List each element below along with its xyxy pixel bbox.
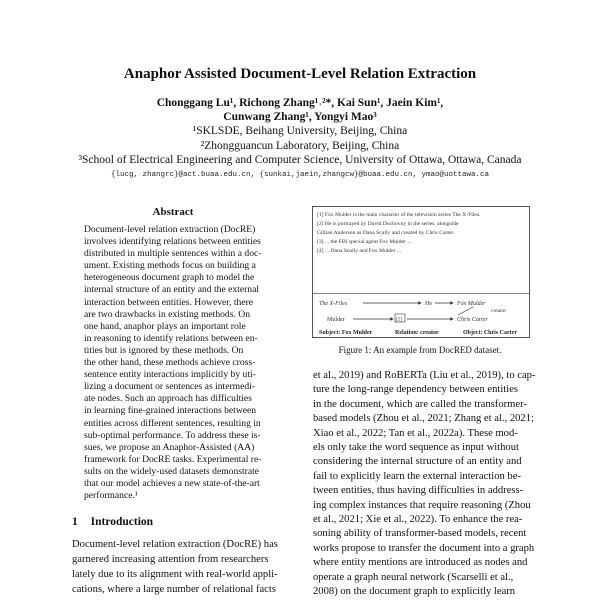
graph-node-middle: [2] <box>396 317 402 323</box>
legend-relation: Relation: creator <box>395 330 439 336</box>
abstract-line: involves identifying relations between entities <box>84 236 261 248</box>
body-line: works propose to transfer the document into a graph <box>313 542 535 554</box>
figure-caption: Figure 1: An example from DocRED dataset. <box>338 345 502 355</box>
right-column-text <box>313 369 536 600</box>
body-line: soning ability of transformer-based models, recent <box>313 528 527 540</box>
abstract-line: sults on the widely-used datasets demonstrate <box>84 465 260 477</box>
abstract-line: that our model achieves a new state-of-the-art <box>84 477 260 489</box>
figure-1 <box>312 206 530 338</box>
abstract-line: are two drawbacks in existing methods. On <box>84 308 250 320</box>
abstract-line: sues, we propose an Anaphor-Assisted (AA) <box>84 441 255 453</box>
abstract-line: lizing a document or sentences as intermedi- <box>84 381 256 393</box>
abstract-line: internal structure of an entity and the external <box>84 284 260 296</box>
figure-doc-line: [4] ... Dana Scully and Fox Mulder ... <box>317 247 402 254</box>
body-line: ing complex instances that require reasoning (Zhou <box>313 499 531 511</box>
figure-graph <box>313 295 529 339</box>
abstract-heading: Abstract <box>152 206 194 218</box>
abstract-line: entities across different sentences, resulting in <box>84 417 261 429</box>
abstract-line: ument. Existing methods focus on building a <box>84 260 256 272</box>
intro-heading <box>72 516 153 528</box>
legend-object: Object: Chris Carter <box>463 330 517 336</box>
graph-node-obj-mention: Fox Mulder <box>457 301 486 307</box>
abstract-line: sub-optimal performance. To address these is- <box>84 429 261 441</box>
body-line: operate a graph neural network (Scarselli et al., <box>313 571 514 583</box>
abstract-line: in reasoning to identify relations between en- <box>84 332 258 344</box>
abstract-line: in learning fine-grained interactions between <box>84 405 257 417</box>
intro-line: lately due to its alignment with real-world appli- <box>72 569 278 580</box>
affiliation-3: ³School of Electrical Engineering and Computer Science, University of Ottawa, Ottawa, Canada <box>78 154 522 166</box>
figure-doc-line: [2] He is portrayed by David Duchovny in the series, alongside <box>317 220 459 227</box>
intro-number: 1 <box>72 516 78 528</box>
author-line-1: Chonggang Lu¹, Richong Zhang¹˒²*, Kai Sun¹, Jaein Kim¹, <box>156 97 444 109</box>
abstract-line: performance.¹ <box>84 490 138 502</box>
figure-doc-line: [3] ... the FBI special agent Fox Mulder ... <box>317 238 412 245</box>
abstract-line: tities but is ignored by these methods. On <box>84 344 244 356</box>
body-line: fail to explicitly learn the external interaction be- <box>313 470 521 482</box>
author-line-2: Cunwang Zhang¹, Yongyi Mao³ <box>223 111 377 123</box>
abstract-line: distributed in multiple sentences within a doc- <box>84 248 262 260</box>
intro-line: garnered increasing attention from researchers <box>72 554 269 565</box>
abstract-line: Document-level relation extraction (DocRE) <box>84 224 256 235</box>
body-line: 2008) on the document graph to explicitly learn <box>313 586 516 598</box>
abstract-line: heterogeneous document graph to model the <box>84 272 255 284</box>
graph-node-obj: Chris Carter <box>457 317 488 323</box>
affiliation-1: ¹SKLSDE, Beihang University, Beijing, China <box>192 125 408 137</box>
graph-node-anaphor: He <box>425 301 432 307</box>
abstract-body <box>84 224 262 502</box>
graph-relation-label: creator <box>491 308 507 314</box>
author-emails: {lucg, zhangrc}@act.buaa.edu.cn, {sunkai,jaein,zhangcw}@buaa.edu.cn, ymao@uottawa.ca <box>110 171 490 179</box>
body-line: els only take the word sequence as input without <box>313 442 519 454</box>
body-line: based models (Zhou et al., 2021; Zhang et al., 2021; <box>313 413 534 425</box>
intro-line: cations, where a large number of relational facts <box>72 584 276 595</box>
abstract-line: one hand, anaphor plays an important role <box>84 320 246 332</box>
figure-divider <box>313 293 529 294</box>
body-line: tween entities, thus having difficulties in address- <box>313 485 524 497</box>
body-line: et al., 2021; Xie et al., 2022). To enhance the rea- <box>313 514 523 526</box>
figure-document-text <box>317 211 523 256</box>
figure-doc-line: Gillian Anderson as Dana Scully and created by Chris Carter. <box>317 229 455 236</box>
abstract-line: framework for DocRE tasks. Experimental re- <box>84 453 262 465</box>
paper-title: Anaphor Assisted Document-Level Relation Extraction <box>123 66 477 82</box>
body-line: et al., 2019) and RoBERTa (Liu et al., 2019), to cap- <box>313 370 536 381</box>
figure-doc-line: [1] Fox Mulder is the main character of the television series The X-Files. <box>317 212 481 218</box>
intro-title: Introduction <box>90 516 154 528</box>
graph-edge <box>458 307 473 315</box>
abstract-line: sentence entity interactions implicitly by uti- <box>84 369 256 381</box>
body-line: ture the long-range dependency between entities <box>313 384 519 396</box>
abstract-line: the other hand, these methods achieve cross- <box>84 357 256 369</box>
body-line: in the document, which are called the transformer- <box>313 398 527 410</box>
intro-line: Document-level relation extraction (DocRE) has <box>72 539 278 550</box>
legend-subject: Subject: Fox Mulder <box>319 330 373 336</box>
graph-node-subj-mention: The X-Files <box>319 301 348 307</box>
abstract-line: interaction between entities. However, there <box>84 296 254 308</box>
abstract-line: ate nodes. Such an approach has difficulties <box>84 393 252 405</box>
body-line: Xiao et al., 2022; Tan et al., 2022a). These mod- <box>313 427 518 439</box>
body-line: where entity mentions are introduced as nodes and <box>313 557 528 569</box>
body-line: considering the internal structure of an entity and <box>313 456 522 468</box>
graph-node-left: Mulder <box>327 317 345 323</box>
affiliation-2: ²Zhongguancun Laboratory, Beijing, China <box>200 140 400 152</box>
